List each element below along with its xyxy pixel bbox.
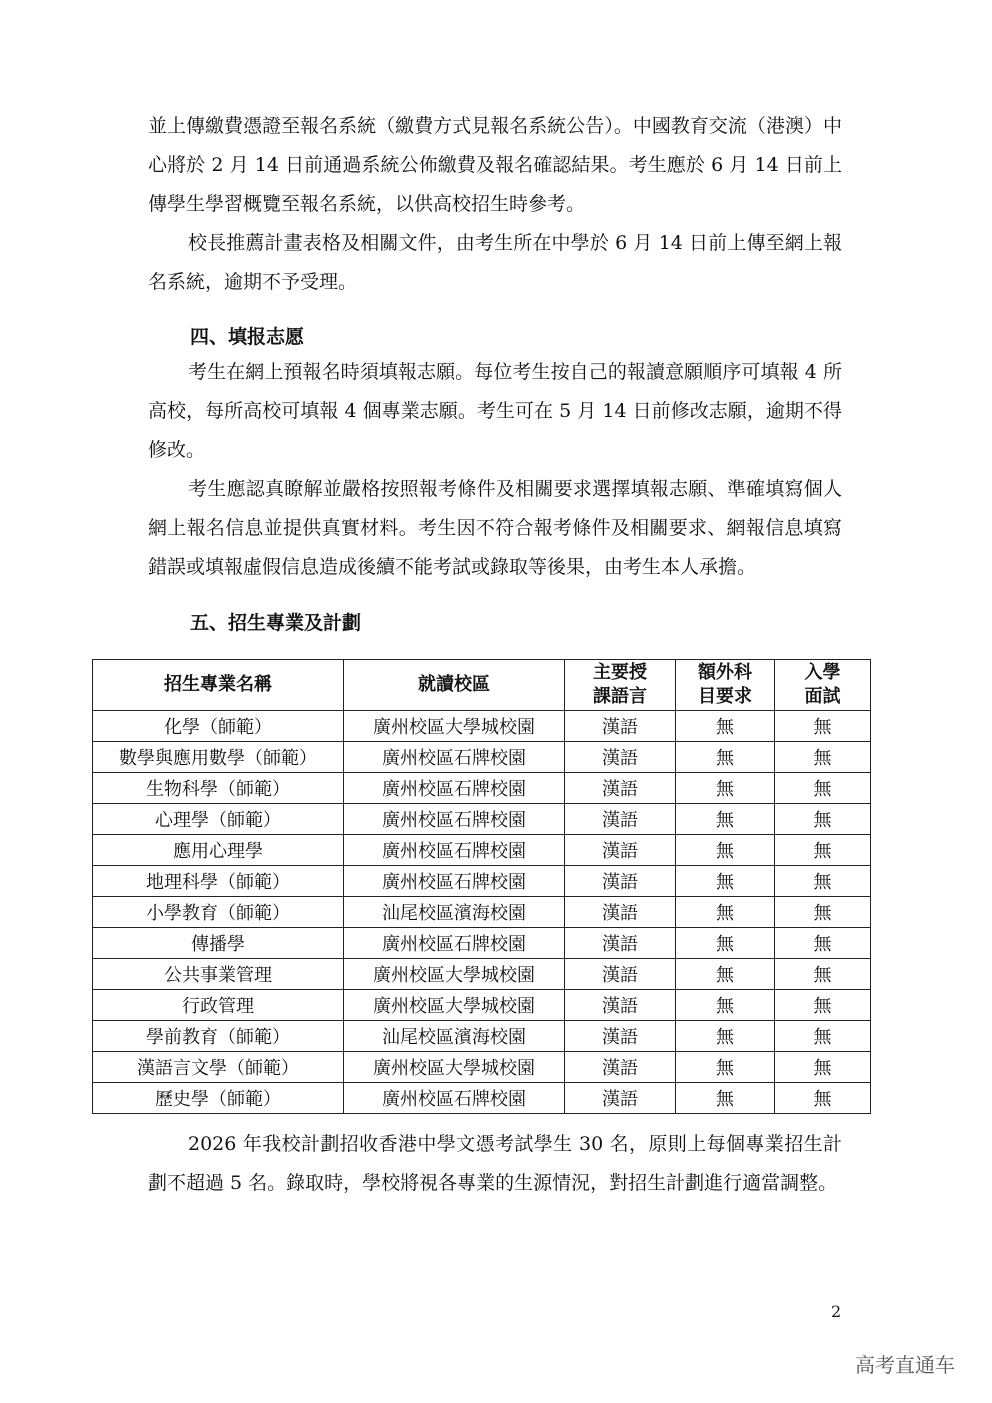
- table-row: [93, 1083, 871, 1114]
- cell-extra: 無: [676, 742, 775, 773]
- cell-interview: 無: [775, 835, 871, 866]
- table-header-row: [93, 660, 871, 711]
- cell-interview: 無: [775, 866, 871, 897]
- paragraph-enrollment-plan: 2026 年我校計劃招收香港中學文憑考試學生 30 名，原則上每個專業招生計劃不超過 5 名。錄取時，學校將視各專業的生源情況，對招生計劃進行適當調整。: [148, 1133, 842, 1194]
- cell-language: 漢語: [565, 928, 676, 959]
- cell-campus: 廣州校區石牌校園: [344, 928, 565, 959]
- cell-extra: 無: [676, 711, 775, 742]
- table-row: [93, 773, 871, 804]
- table-row: [93, 1052, 871, 1083]
- cell-interview: 無: [775, 773, 871, 804]
- cell-campus: 汕尾校區濱海校園: [344, 897, 565, 928]
- cell-major: 應用心理學: [93, 835, 344, 866]
- cell-major: 化學（師範）: [93, 711, 344, 742]
- cell-language: 漢語: [565, 742, 676, 773]
- cell-interview: 無: [775, 959, 871, 990]
- cell-major: 行政管理: [93, 990, 344, 1021]
- cell-extra: 無: [676, 1052, 775, 1083]
- cell-extra: 無: [676, 866, 775, 897]
- cell-extra: 無: [676, 959, 775, 990]
- cell-interview: 無: [775, 897, 871, 928]
- header-extra-requirements: 額外科 目要求: [676, 660, 775, 711]
- cell-language: 漢語: [565, 959, 676, 990]
- cell-language: 漢語: [565, 1083, 676, 1114]
- cell-interview: 無: [775, 1021, 871, 1052]
- cell-campus: 廣州校區大學城校園: [344, 959, 565, 990]
- cell-major: 傳播學: [93, 928, 344, 959]
- cell-language: 漢語: [565, 711, 676, 742]
- cell-extra: 無: [676, 897, 775, 928]
- cell-extra: 無: [676, 928, 775, 959]
- header-interview: 入學 面試: [775, 660, 871, 711]
- cell-interview: 無: [775, 1052, 871, 1083]
- paragraph-candidate-responsibility: 考生應認真瞭解並嚴格按照報考條件及相關要求選擇填報志願、準確填寫個人網上報名信息並提供真實材料。考生因不符合報考條件及相關要求、網報信息填寫錯誤或填報虛假信息造成後續不能考試或錄取等後果，由考生本人承擔。: [148, 478, 842, 578]
- paragraph-preferences: 考生在網上預報名時須填報志願。每位考生按自己的報讀意願順序可填報 4 所高校，每所高校可填報 4 個專業志願。考生可在 5 月 14 日前修改志願，逾期不得修改。: [148, 361, 842, 461]
- cell-extra: 無: [676, 1021, 775, 1052]
- cell-interview: 無: [775, 742, 871, 773]
- cell-major: 公共事業管理: [93, 959, 344, 990]
- cell-interview: 無: [775, 804, 871, 835]
- cell-major: 地理科學（師範）: [93, 866, 344, 897]
- table-row: [93, 959, 871, 990]
- cell-major: 漢語言文學（師範）: [93, 1052, 344, 1083]
- section-heading-preferences: 四、填报志愿: [190, 326, 305, 348]
- cell-campus: 廣州校區石牌校園: [344, 866, 565, 897]
- cell-campus: 廣州校區石牌校園: [344, 742, 565, 773]
- table-row: [93, 1021, 871, 1052]
- cell-extra: 無: [676, 1083, 775, 1114]
- cell-major: 數學與應用數學（師範）: [93, 742, 344, 773]
- cell-language: 漢語: [565, 835, 676, 866]
- cell-interview: 無: [775, 1083, 871, 1114]
- cell-major: 生物科學（師範）: [93, 773, 344, 804]
- cell-major: 心理學（師範）: [93, 804, 344, 835]
- header-major: 招生專業名稱: [93, 660, 344, 711]
- cell-extra: 無: [676, 835, 775, 866]
- table-row: [93, 742, 871, 773]
- table-row: [93, 835, 871, 866]
- cell-campus: 廣州校區大學城校園: [344, 711, 565, 742]
- cell-language: 漢語: [565, 897, 676, 928]
- paragraph-payment: 並上傳繳費憑證至報名系統（繳費方式見報名系統公告）。中國教育交流（港澳）中心將於 2 月 14 日前通過系統公佈繳費及報名確認結果。考生應於 6 月 14 日前上傳學生學習概覽至報名系統，以供高校招生時參考。: [148, 115, 842, 215]
- cell-interview: 無: [775, 711, 871, 742]
- cell-language: 漢語: [565, 773, 676, 804]
- table-row: [93, 804, 871, 835]
- table-row: [93, 928, 871, 959]
- cell-language: 漢語: [565, 990, 676, 1021]
- cell-interview: 無: [775, 928, 871, 959]
- cell-campus: 廣州校區大學城校園: [344, 1052, 565, 1083]
- cell-campus: 廣州校區石牌校園: [344, 773, 565, 804]
- table-row: [93, 897, 871, 928]
- cell-campus: 汕尾校區濱海校園: [344, 1021, 565, 1052]
- table-row: [93, 866, 871, 897]
- cell-extra: 無: [676, 990, 775, 1021]
- cell-campus: 廣州校區大學城校園: [344, 990, 565, 1021]
- cell-campus: 廣州校區石牌校園: [344, 835, 565, 866]
- cell-major: 歷史學（師範）: [93, 1083, 344, 1114]
- cell-campus: 廣州校區石牌校園: [344, 1083, 565, 1114]
- paragraph-principal-recommendation: 校長推薦計畫表格及相關文件，由考生所在中學於 6 月 14 日前上傳至網上報名系統，逾期不予受理。: [148, 232, 842, 293]
- cell-extra: 無: [676, 773, 775, 804]
- cell-extra: 無: [676, 804, 775, 835]
- page-number: 2: [831, 1302, 842, 1321]
- section-heading-majors-plan: 五、招生專業及計劃: [190, 612, 362, 634]
- cell-language: 漢語: [565, 804, 676, 835]
- cell-major: 小學教育（師範）: [93, 897, 344, 928]
- cell-language: 漢語: [565, 1021, 676, 1052]
- cell-language: 漢語: [565, 1052, 676, 1083]
- table-row: [93, 990, 871, 1021]
- cell-interview: 無: [775, 990, 871, 1021]
- cell-campus: 廣州校區石牌校園: [344, 804, 565, 835]
- header-campus: 就讀校區: [344, 660, 565, 711]
- watermark: 高考直通车: [855, 1353, 955, 1377]
- header-language: 主要授 課語言: [565, 660, 676, 711]
- cell-language: 漢語: [565, 866, 676, 897]
- table-row: [93, 711, 871, 742]
- cell-major: 學前教育（師範）: [93, 1021, 344, 1052]
- majors-table: [92, 659, 871, 1114]
